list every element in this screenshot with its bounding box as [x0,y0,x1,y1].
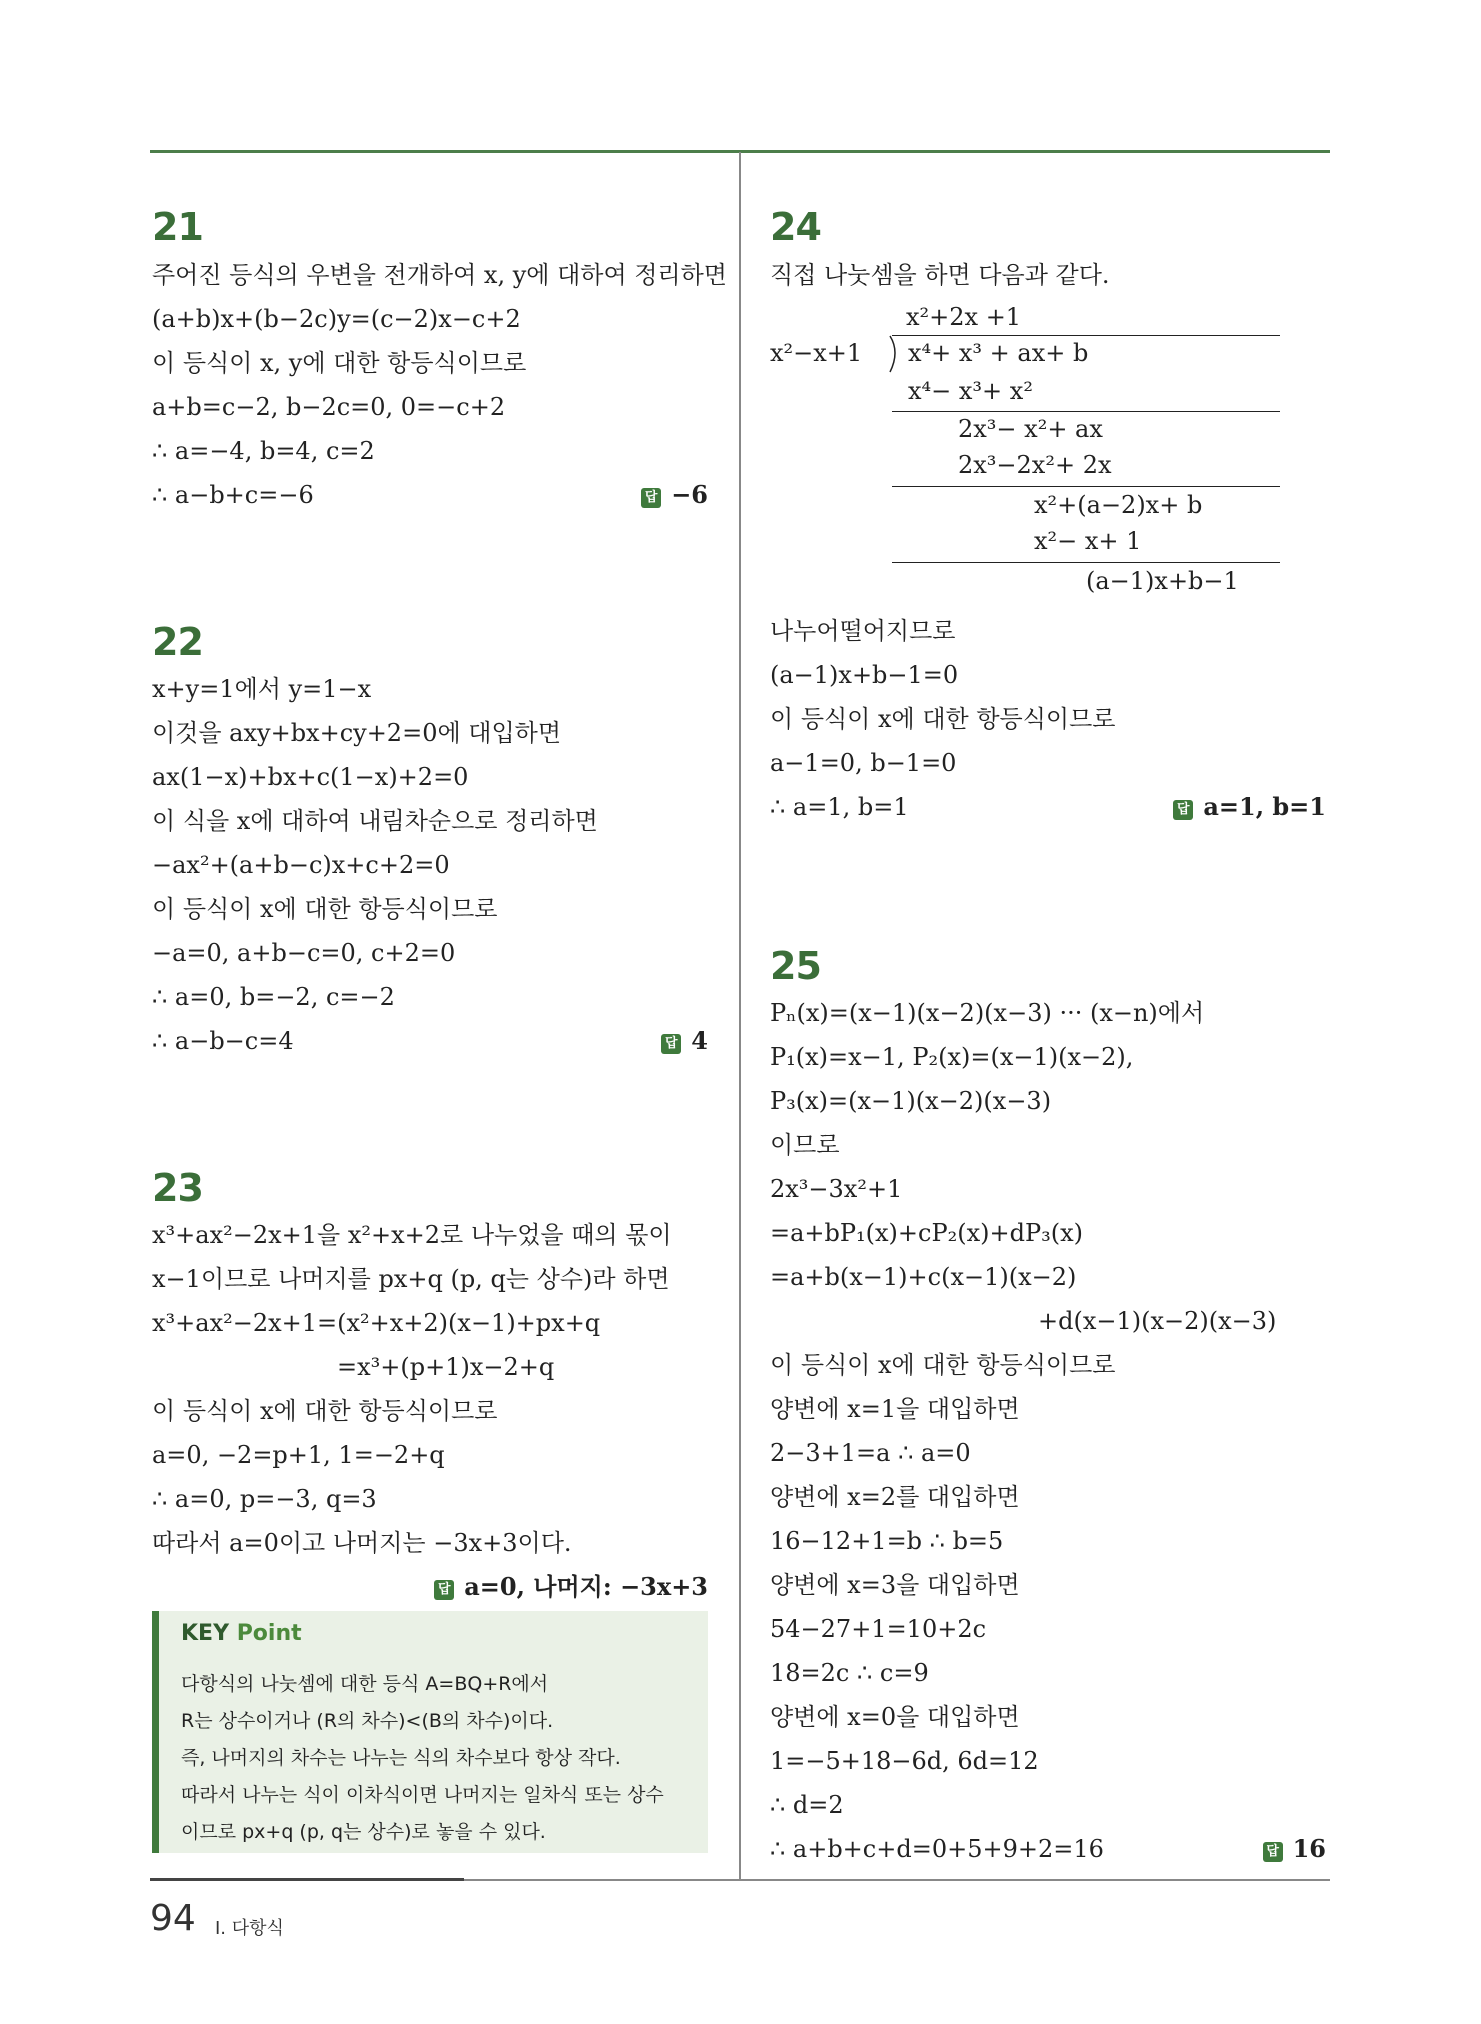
column-divider [739,152,741,1880]
p24-line-5: ∴ a=1, b=1 [770,793,909,821]
p22-answer-text: 4 [691,1026,708,1055]
p22-line-4: 이 식을 x에 대하여 내림차순으로 정리하면 [152,807,598,835]
p21-line-6: ∴ a−b+c=−6 [152,481,314,509]
p25-answer-text: 16 [1292,1834,1326,1863]
p22-answer [661,1026,708,1056]
division-line-3 [892,562,1280,563]
division-row-2: 2x³− x²+ ax [958,415,1103,443]
p22-line-9: ∴ a−b−c=4 [152,1027,294,1055]
p23-line-2: x−1이므로 나머지를 px+q (p, q는 상수)라 하면 [152,1265,670,1293]
p24-line-3: 이 등식이 x에 대한 항등식이므로 [770,705,1116,733]
division-top-line [892,335,1280,336]
p23-line-5: 이 등식이 x에 대한 항등식이므로 [152,1397,498,1425]
p23-line-1: x³+ax²−2x+1을 x²+x+2로 나누었을 때의 몫이 [152,1221,672,1249]
p22-line-1: x+y=1에서 y=1−x [152,675,372,703]
p25-line-16: 18=2c ∴ c=9 [770,1659,929,1687]
p21-line-3: 이 등식이 x, y에 대한 항등식이므로 [152,349,527,377]
key-point-title [181,1621,302,1646]
p25-line-8: +d(x−1)(x−2)(x−3) [1038,1307,1277,1335]
division-row-5: x²− x+ 1 [1034,527,1142,555]
p25-line-15: 54−27+1=10+2c [770,1615,987,1643]
p24-line-2: (a−1)x+b−1=0 [770,661,959,689]
p21-line-1: 주어진 등식의 우변을 전개하여 x, y에 대하여 정리하면 [152,261,727,289]
p25-line-12: 양변에 x=2를 대입하면 [770,1483,1020,1511]
p22-line-6: 이 등식이 x에 대한 항등식이므로 [152,895,498,923]
p24-intro: 직접 나눗셈을 하면 다음과 같다. [770,261,1110,289]
division-quotient: x²+2x +1 [906,303,1022,331]
right-column [770,0,1326,1880]
p24-line-4: a−1=0, b−1=0 [770,749,957,777]
p24-answer [1173,792,1326,822]
p25-answer [1263,1834,1326,1864]
key-point-line-1: 다항식의 나눗셈에 대한 등식 A=BQ+R에서 [181,1673,549,1695]
p23-line-4: =x³+(p+1)x−2+q [337,1353,555,1381]
p23-answer-text: a=0, 나머지: −3x+3 [464,1572,708,1601]
p25-line-9: 이 등식이 x에 대한 항등식이므로 [770,1351,1116,1379]
p23-answer [434,1572,708,1602]
p25-line-4: 이므로 [770,1131,840,1159]
p21-answer [641,480,708,510]
p25-line-6: =a+bP₁(x)+cP₂(x)+dP₃(x) [770,1219,1084,1247]
p23-line-7: ∴ a=0, p=−3, q=3 [152,1485,377,1513]
key-point-box [152,1611,708,1853]
p22-line-8: ∴ a=0, b=−2, c=−2 [152,983,395,1011]
division-row-6: (a−1)x+b−1 [1086,567,1239,595]
key-point-line-4: 따라서 나누는 식이 이차식이면 나머지는 일차식 또는 상수 [181,1784,664,1806]
answer-icon: 답 [434,1580,454,1600]
p25-line-2: P₁(x)=x−1, P₂(x)=(x−1)(x−2), [770,1043,1134,1071]
division-row-4: x²+(a−2)x+ b [1034,491,1203,519]
p25-line-17: 양변에 x=0을 대입하면 [770,1703,1020,1731]
p22-line-3: ax(1−x)+bx+c(1−x)+2=0 [152,763,469,791]
page-number: 94 [150,1898,196,1939]
problem-22-number: 22 [152,620,203,664]
p25-line-7: =a+b(x−1)+c(x−1)(x−2) [770,1263,1077,1291]
p25-line-10: 양변에 x=1을 대입하면 [770,1395,1020,1423]
answer-icon: 답 [661,1034,681,1054]
problem-25-number: 25 [770,944,821,988]
key-point-line-2: R는 상수이거나 (R의 차수)<(B의 차수)이다. [181,1710,554,1732]
division-divisor: x²−x+1 [770,339,863,367]
key-point-line-5: 이므로 px+q (p, q는 상수)로 놓을 수 있다. [181,1821,546,1843]
division-line-2 [892,486,1280,487]
p25-line-14: 양변에 x=3을 대입하면 [770,1571,1020,1599]
p22-line-2: 이것을 axy+bx+cy+2=0에 대입하면 [152,719,562,747]
key-point-line-3: 즉, 나머지의 차수는 나누는 식의 차수보다 항상 작다. [181,1747,621,1769]
division-bracket [888,334,902,374]
answer-icon: 답 [641,488,661,508]
p24-answer-text: a=1, b=1 [1203,792,1326,821]
p22-line-7: −a=0, a+b−c=0, c+2=0 [152,939,456,967]
problem-21-number: 21 [152,205,203,249]
division-row-3: 2x³−2x²+ 2x [958,451,1112,479]
key-point-point: Point [236,1621,302,1646]
answer-icon: 답 [1173,800,1193,820]
chapter-label: Ⅰ. 다항식 [215,1918,284,1939]
p25-line-13: 16−12+1=b ∴ b=5 [770,1527,1004,1555]
p25-line-11: 2−3+1=a ∴ a=0 [770,1439,971,1467]
p21-line-2: (a+b)x+(b−2c)y=(c−2)x−c+2 [152,305,521,333]
problem-23-number: 23 [152,1166,203,1210]
left-column [152,0,727,1880]
p23-line-3: x³+ax²−2x+1=(x²+x+2)(x−1)+px+q [152,1309,601,1337]
p21-answer-text: −6 [671,480,708,509]
p21-line-4: a+b=c−2, b−2c=0, 0=−c+2 [152,393,506,421]
p25-line-5: 2x³−3x²+1 [770,1175,903,1203]
division-dividend: x⁴+ x³ + ax+ b [908,339,1089,367]
problem-24-number: 24 [770,205,821,249]
p22-line-5: −ax²+(a+b−c)x+c+2=0 [152,851,450,879]
division-row-1: x⁴− x³+ x² [908,377,1033,405]
p23-line-8: 따라서 a=0이고 나머지는 −3x+3이다. [152,1529,572,1557]
p24-line-1: 나누어떨어지므로 [770,617,956,645]
p25-line-20: ∴ a+b+c+d=0+5+9+2=16 [770,1835,1104,1863]
answer-icon: 답 [1263,1842,1283,1862]
key-point-key: KEY [181,1621,230,1646]
p25-line-18: 1=−5+18−6d, 6d=12 [770,1747,1039,1775]
division-line-1 [892,411,1280,412]
p21-line-5: ∴ a=−4, b=4, c=2 [152,437,375,465]
p25-line-19: ∴ d=2 [770,1791,844,1819]
p23-line-6: a=0, −2=p+1, 1=−2+q [152,1441,445,1469]
p25-line-3: P₃(x)=(x−1)(x−2)(x−3) [770,1087,1052,1115]
p25-line-1: Pₙ(x)=(x−1)(x−2)(x−3) ··· (x−n)에서 [770,999,1205,1027]
